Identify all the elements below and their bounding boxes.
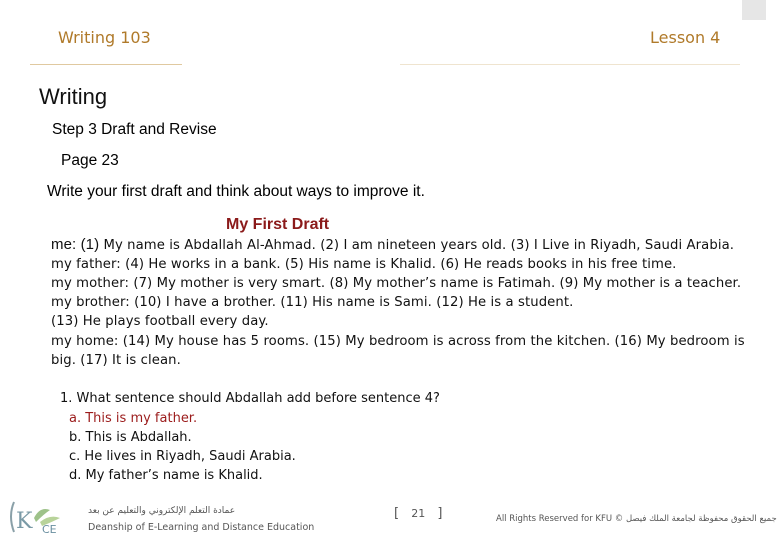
- page-number: 21: [411, 507, 426, 520]
- kfu-logo-icon: [6, 496, 76, 536]
- draft-line-label: me: (1): [51, 236, 104, 253]
- draft-title: My First Draft: [226, 216, 330, 233]
- deanship-arabic: عمادة التعلم الإلكتروني والتعليم عن بعد: [88, 506, 236, 516]
- question-stem: 1. What sentence should Abdallah add before sentence 4?: [60, 391, 440, 406]
- bracket-open: [: [394, 506, 400, 521]
- draft-line: my father: (4) He works in a bank. (5) His name is Khalid. (6) He reads books in his free time.: [51, 257, 677, 272]
- svg-text:CE: CE: [42, 523, 57, 536]
- header-divider-right: [400, 64, 740, 65]
- svg-text:K: K: [16, 509, 33, 534]
- draft-line: big. (17) It is clean.: [51, 353, 181, 368]
- section-title: Writing: [39, 84, 108, 109]
- page-number-box: [394, 506, 442, 521]
- instruction-text: Write your first draft and think about ways to improve it.: [47, 183, 425, 200]
- corner-accent: [742, 0, 766, 20]
- draft-line: (13) He plays football every day.: [51, 314, 269, 329]
- course-title: Writing 103: [58, 28, 151, 47]
- page-reference: Page 23: [61, 152, 119, 169]
- option-b[interactable]: b. This is Abdallah.: [69, 430, 192, 445]
- draft-line: my home: (14) My house has 5 rooms. (15) My bedroom is across from the kitchen. (16) My bedroom is: [51, 334, 745, 349]
- draft-line: my brother: (10) I have a brother. (11) His name is Sami. (12) He is a student.: [51, 295, 574, 310]
- option-c[interactable]: c. He lives in Riyadh, Saudi Arabia.: [69, 449, 296, 464]
- lesson-label: Lesson 4: [650, 28, 721, 47]
- option-a[interactable]: a. This is my father.: [69, 411, 198, 426]
- draft-line: my mother: (7) My mother is very smart. (8) My mother’s name is Fatimah. (9) My mother is a teacher.: [51, 276, 742, 291]
- header-divider-left: [30, 64, 182, 65]
- draft-line-text: My name is Abdallah Al-Ahmad. (2) I am nineteen years old. (3) I Live in Riyadh, Saudi Arabia.: [103, 238, 735, 253]
- draft-line: [51, 236, 734, 253]
- option-d[interactable]: d. My father’s name is Khalid.: [69, 468, 263, 483]
- step-heading: Step 3 Draft and Revise: [52, 121, 217, 138]
- copyright: All Rights Reserved for KFU © جميع الحقوق محفوظة لجامعة الملك فيصل: [496, 514, 777, 524]
- bracket-close: ]: [437, 506, 443, 521]
- deanship-english: Deanship of E-Learning and Distance Education: [88, 522, 315, 533]
